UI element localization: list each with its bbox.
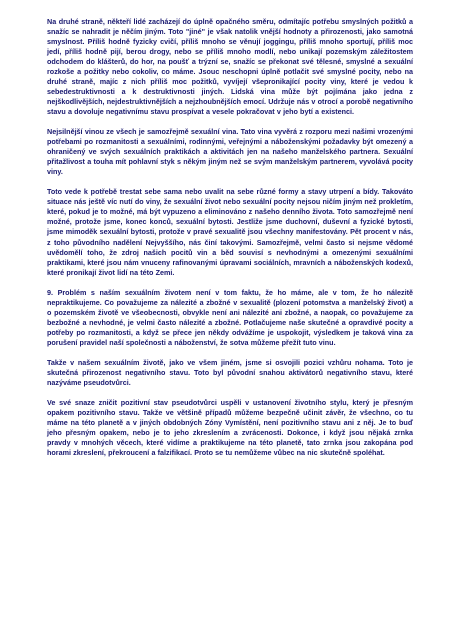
paragraph-6: Ve své snaze zničit pozitivní stav pseudotvůrci uspěli v ustanovení životního stylu, který je přesným opakem pozitivního stavu. Takže ve většině případů můžeme bezpečně učinit závěr, že všechno, co tu máme na této planetě a v jiných obdobných Zóny Vymístění, není pozitivního stavu ani z něj. Je to buď jeho přesným opakem, nebo je to jeho zkreslením a zvrácenosti. Dokonce, i když jsou nějaká zrnka pravdy v mnohých věcech, které vidíme a praktikujeme na této planetě, tato zrnka jsou zakopána pod horami zkreslení, překroucení a falzifikací. Proto se tu nemůžeme vůbec na nic skutečně spoléhat. bbox=[47, 397, 413, 457]
paragraph-3: Toto vede k potřebě trestat sebe sama nebo uvalit na sebe různé formy a stavy utrpení a bídy. Takováto situace nás ještě víc nutí do viny, že sexuální život nebo sexuální pocity nejsou ničím jiným než prokletím, které, pokud je to možné, má být vypuzeno a eliminováno z našeho denního života. Toto samozřejmě není možné, protože jsme, konec konců, sexuální bytosti. Jestliže jsme duchovní, duševní a fyzické bytosti, jsme mimoděk sexuální bytosti, protože v pravé sexualitě jsou všechny manifestovány. Pět procent v nás, z toho původního nadělení Nejvyššího, nás činí takovými. Samozřejmě, velmi často si nejsme vědomé uvědomělí toho, že zdroj našich pocitů vin a běd souvisí s nevhodnými a omezenými sexuálními praktikami, které jsou nám vnuceny rafinovanými úpravami sociálních, mravních a náboženských kodexů, které pronikají život lidí na této Zemi. bbox=[47, 187, 413, 277]
paragraph-4: 9. Problém s naším sexuálním životem není v tom faktu, že ho máme, ale v tom, že ho nálezitě nepraktikujeme. Co považujeme za nálezité a zbožné v sexualitě (plození potomstva a manželský život) a o pozemském životě ve všeobecnosti, obvykle není ani nálezité ani zbožné, a naopak, co považujeme za bezbožné a nevhodné, je velmi často nálezité a zbožné. Potlačujeme naše skutečné a opravdivé pocity a potřeby po rozmanitosti, a když se přece jen někdy odvážíme je uspokojit, výsledkem je taková vina za porušení pravidel naší společnosti a náboženství, že sotva můžeme přežít tuto vinu. bbox=[47, 287, 413, 347]
paragraph-5: Takže v našem sexuálním životě, jako ve všem jiném, jsme si osvojili pozici vzhůru nohama. Toto je skutečná přirozenost negativního stavu. Toto byl původní snahou aktivátorů negativního stavu, které nazýváme pseudotvůrci. bbox=[47, 357, 413, 387]
paragraph-2: Nejsilnější vinou ze všech je samozřejmě sexuální vina. Tato vina vyvěrá z rozporu mezi našimi vrozenými potřebami po rozmanitosti a sexuálními, rodinnými, veřejnými a náboženskými požadavky být omezený a ohraničený ve svých sexuálních praktikách a aktivitách jen na našeho manželského partnera. Sexuální přitažlivost a touha mít pohlavní styk s někým jiným než se svým manželským partnerem, vyvolává pocity viny. bbox=[47, 127, 413, 177]
paragraph-1: Na druhé straně, někteří lidé zacházejí do úplně opačného směru, odmítajíc potřebu smyslných požitků a snažíc se nahradit je něčím jiným. Toto "jiné" je však natolik vnější hodnoty a přirozenosti, jako samotná smyslnost. Příliš hodně fyzicky cvičí, příliš mnoho se věnují joggingu, příliš mnoho sportují, příliš moc jedí, příliš hodně pijí, berou drogy, nebo se příliš mnoho modlí, nebo unikají pozemským záležitostem odchodem do klášterů, do hor, na poušť a trýzní se, snažíc se překonat své tělesné, smyslné a sexuální rozkoše a požitky nebo cokoliv, co máme. Jsouc neschopni úplně potlačit své smyslné pocity, nebo na druhé straně, majíc z nich příliš moc požitků, vyvíjejí všepronikající pocity viny, které je vedou k sebedestruktivnosti a k destruktivnosti jiných. Lidská vina může být pojímána jako jedna z nejškodlivějších, nejdestruktivnějších a nejzhoubnějších emocí. Udržuje nás v otrocí a porobě negativního stavu a dovoluje negativnímu stavu prospívat a vesele pokračovat v jeho bytí a existenci. bbox=[47, 17, 413, 117]
